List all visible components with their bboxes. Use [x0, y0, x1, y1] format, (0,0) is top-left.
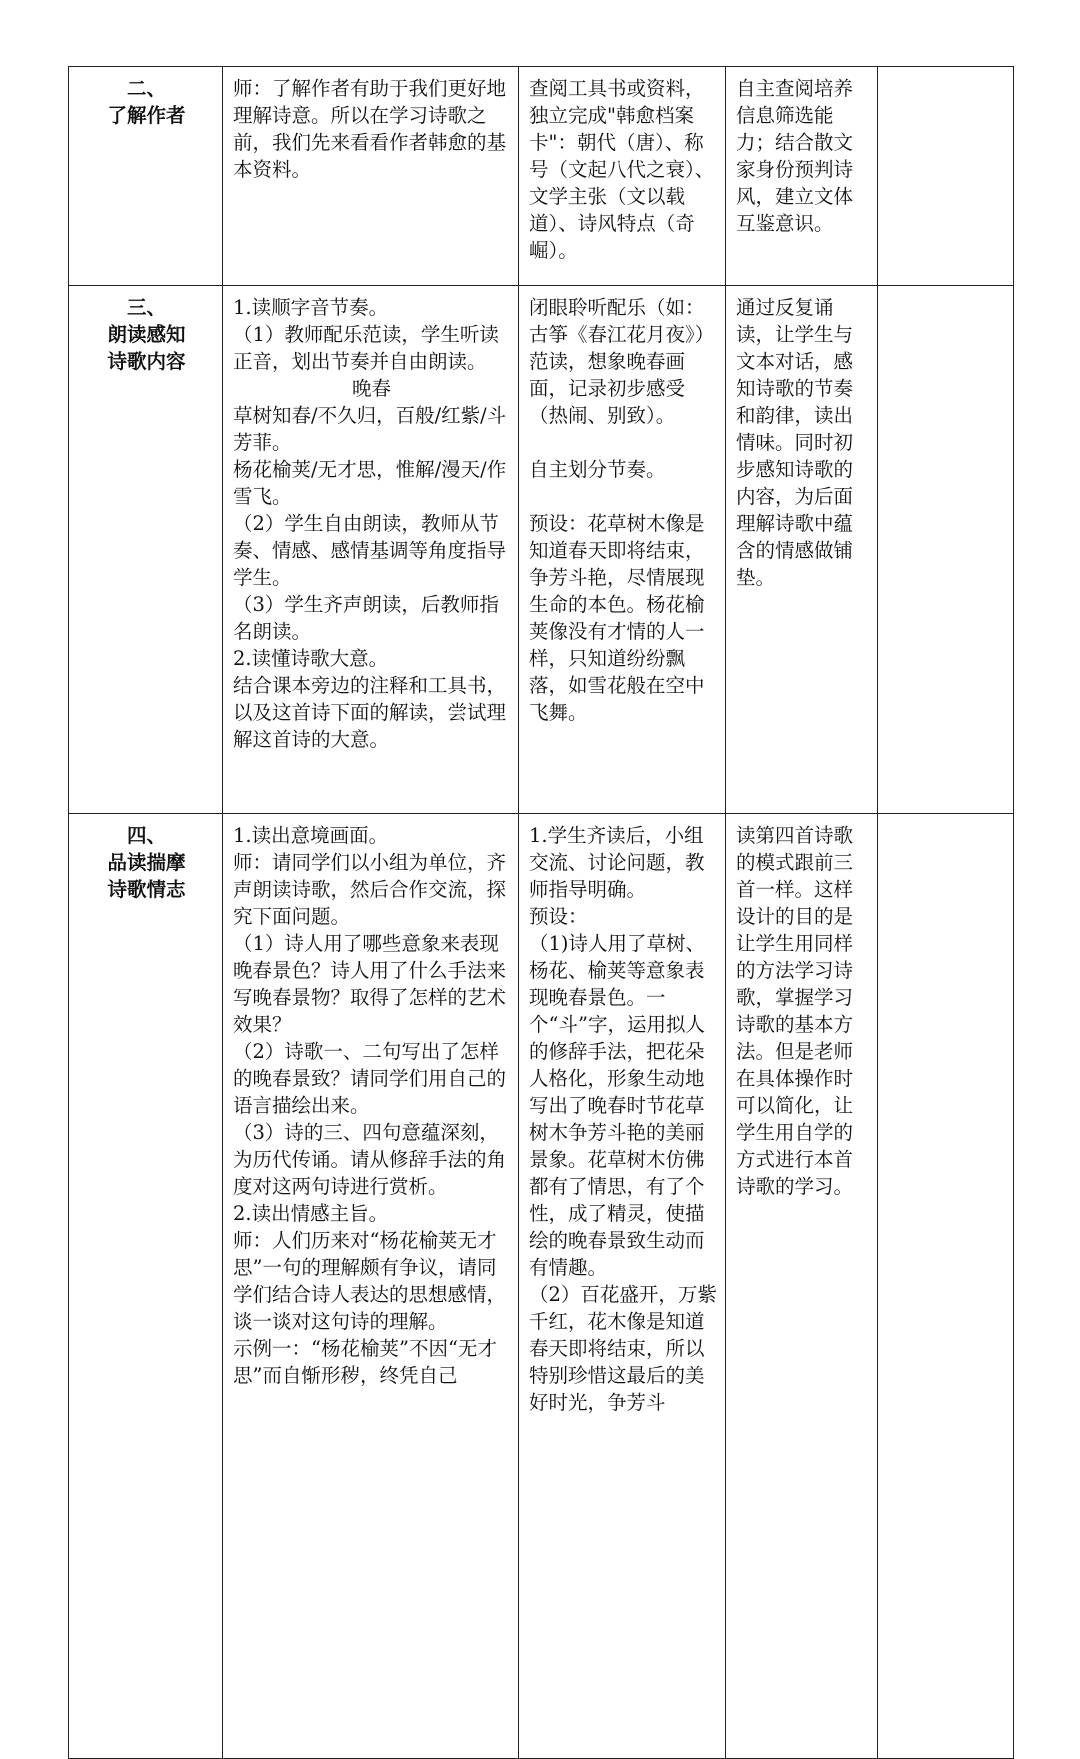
stage-number: 二、	[126, 77, 166, 100]
student-text: 查阅工具书或资料，独立完成"韩愈档案卡"：朝代（唐）、称号（文起八代之衰）、文学主张（文以载道）、诗风特点（奇崛）。	[529, 77, 715, 262]
student-activity-cell	[519, 67, 726, 286]
stage-title-line-1: 品读揣摩	[107, 851, 186, 874]
student-text: 1.学生齐读后，小组交流、讨论问题，教师指导明确。	[529, 824, 705, 901]
note-cell	[878, 67, 1014, 286]
student-activity-cell	[519, 286, 726, 814]
spacer	[529, 429, 717, 456]
design-intent-cell	[726, 286, 878, 814]
table-row	[69, 286, 1014, 814]
design-intent-cell	[726, 814, 878, 1759]
teacher-text: （1）诗人用了哪些意象来表现晚春景色？诗人用了什么手法来写晚春景物？取得了怎样的艺术效果？	[233, 932, 507, 1036]
teacher-activity-cell	[223, 814, 519, 1759]
stage-title-line-2: 诗歌情志	[107, 878, 186, 901]
teacher-activity-cell	[223, 67, 519, 286]
poem-line: 杨花榆荚/无才思，惟解/漫天/作雪飞。	[233, 458, 507, 508]
student-text: （1)诗人用了草树、杨花、榆荚等意象表现晚春景色。一个“斗”字，运用拟人的修辞手法，把花朵人格化，形象生动地写出了晚春时节花草树木争芳斗艳的美丽景象。花草树木仿佛都有了情思，有了个性，成了精灵，使描绘的晚春景致生动而有情趣。	[529, 932, 706, 1279]
teacher-text: 1.读顺字音节奏。	[233, 296, 389, 319]
teacher-text: （3）诗的三、四句意蕴深刻，为历代传诵。请从修辞手法的角度对这两句诗进行赏析。	[233, 1121, 507, 1198]
teacher-text: 师：请同学们以小组为单位，齐声朗读诗歌，然后合作交流，探究下面问题。	[233, 851, 507, 928]
lesson-plan-table	[68, 66, 1014, 1759]
poem-line: 草树知春/不久归，百般/红紫/斗芳菲。	[233, 404, 507, 454]
teacher-text: （3）学生齐声朗读，后教师指名朗读。	[233, 593, 499, 643]
stage-title-line-1: 朗读感知	[107, 323, 186, 346]
table-row	[69, 67, 1014, 286]
stage-number: 三、	[126, 296, 166, 319]
teacher-text: 师：了解作者有助于我们更好地理解诗意。所以在学习诗歌之前，我们先来看看作者韩愈的基本资料。	[233, 77, 507, 181]
design-intent-cell	[726, 67, 878, 286]
teacher-activity-cell	[223, 286, 519, 814]
intent-text: 通过反复诵读，让学生与文本对话，感知诗歌的节奏和韵律，读出情味。同时初步感知诗歌的内容，为后面理解诗歌中蕴含的情感做铺垫。	[736, 296, 854, 589]
teacher-text: （2）诗歌一、二句写出了怎样的晚春景致？请同学们用自己的语言描绘出来。	[233, 1040, 507, 1117]
student-activity-cell	[519, 814, 726, 1759]
stage-cell	[69, 67, 223, 286]
student-text: 预设：	[529, 905, 588, 928]
teacher-text: 结合课本旁边的注释和工具书，以及这首诗下面的解读，尝试理解这首诗的大意。	[233, 674, 507, 751]
stage-number: 四、	[126, 824, 166, 847]
stage-cell	[69, 286, 223, 814]
student-text: 闭眼聆听配乐（如：古筝《春江花月夜》）范读，想象晚春画面，记录初步感受（热闹、别致）。	[529, 296, 715, 427]
teacher-text: （2）学生自由朗读，教师从节奏、情感、感情基调等角度指导学生。	[233, 512, 507, 589]
stage-title: 了解作者	[107, 104, 186, 127]
note-cell	[878, 286, 1014, 814]
poem-title: 晚春	[351, 377, 391, 400]
teacher-text: 1.读出意境画面。	[233, 824, 389, 847]
teacher-text: 2.读懂诗歌大意。	[233, 647, 389, 670]
student-text: 自主划分节奏。	[529, 458, 666, 481]
student-text: （2）百花盛开，万紫千红，花木像是知道春天即将结束，所以特别珍惜这最后的美好时光，争芳斗	[529, 1283, 717, 1414]
note-cell	[878, 814, 1014, 1759]
intent-text: 自主查阅培养信息筛选能力；结合散文家身份预判诗风，建立文体互鉴意识。	[736, 77, 854, 235]
student-text: 预设：花草树木像是知道春天即将结束，争芳斗艳，尽情展现生命的本色。杨花榆荚像没有才情的人一样，只知道纷纷飘落，如雪花般在空中飞舞。	[529, 512, 705, 724]
teacher-text: 2.读出情感主旨。	[233, 1202, 389, 1225]
teacher-text: 示例一：“杨花榆荚”不因“无才思”而自惭形秽，终凭自己	[233, 1337, 497, 1387]
stage-title-line-2: 诗歌内容	[107, 350, 186, 373]
intent-text: 读第四首诗歌的模式跟前三首一样。这样设计的目的是让学生用同样的方法学习诗歌，掌握学习诗歌的基本方法。但是老师在具体操作时可以简化，让学生用自学的方式进行本首诗歌的学习。	[736, 824, 854, 1198]
table-row	[69, 814, 1014, 1759]
spacer	[529, 483, 717, 510]
teacher-text: （1）教师配乐范读，学生听读正音，划出节奏并自由朗读。	[233, 323, 499, 373]
teacher-text: 师：人们历来对“杨花榆荚无才思”一句的理解颇有争议，请同学们结合诗人表达的思想感情，谈一谈对这句诗的理解。	[233, 1229, 507, 1333]
stage-cell	[69, 814, 223, 1759]
